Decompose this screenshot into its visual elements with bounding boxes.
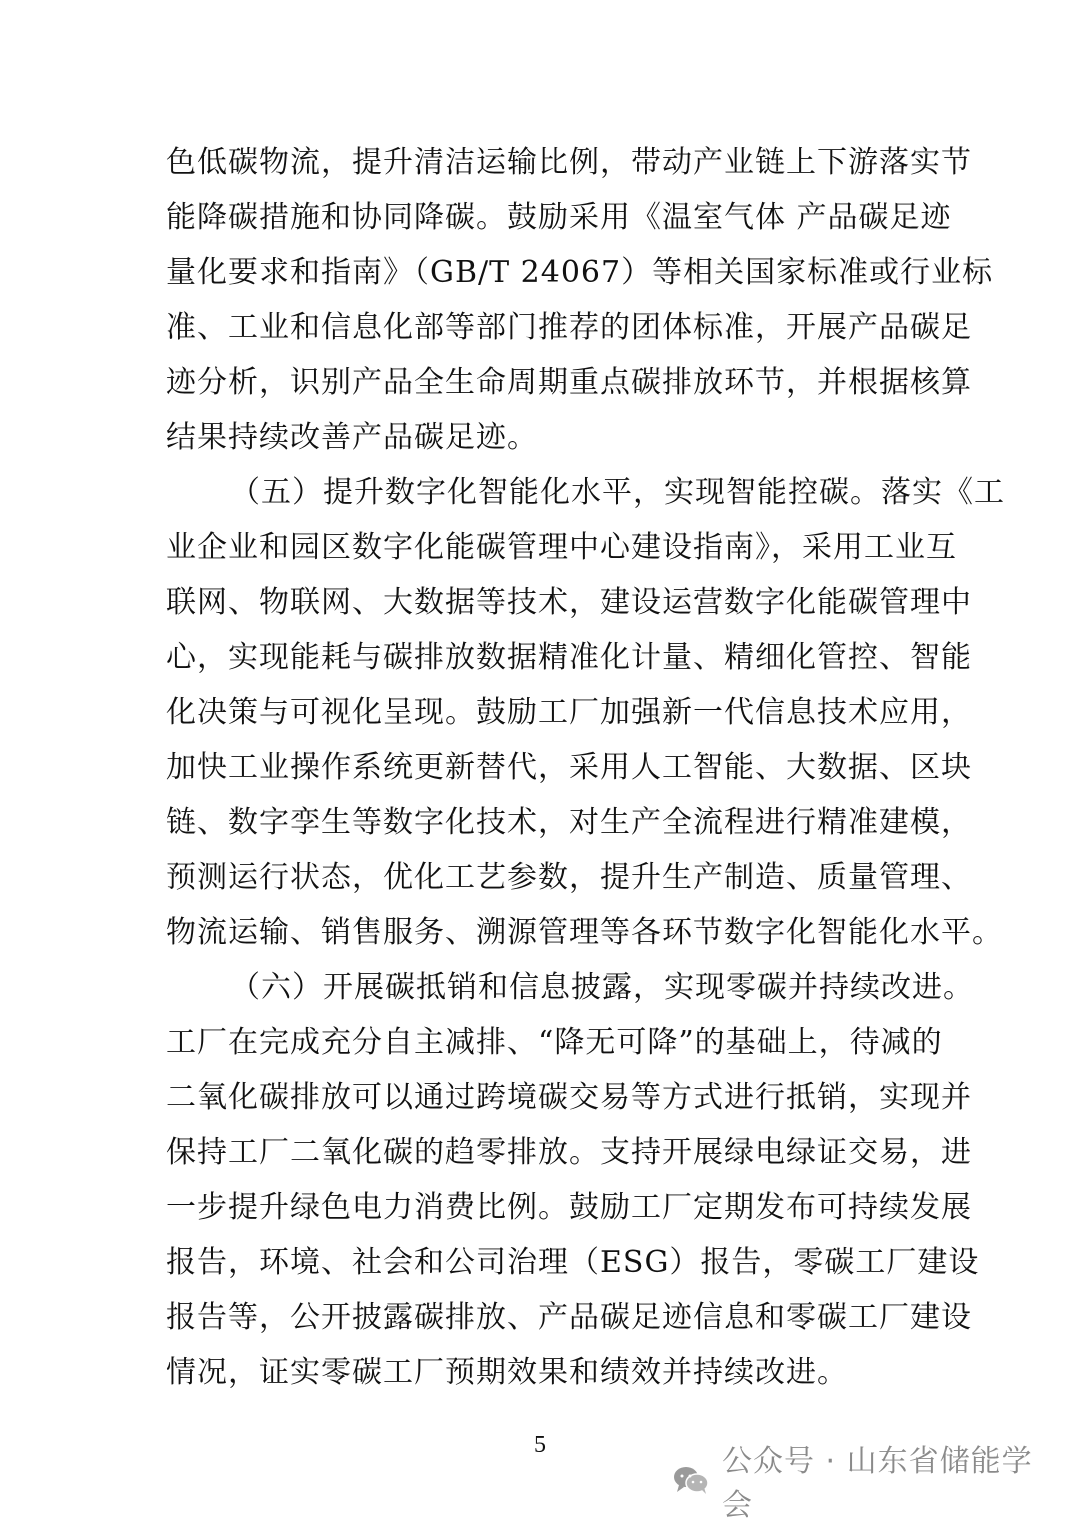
body-text-line: 心，实现能耗与碳排放数据精准化计量、精细化管控、智能 (166, 640, 972, 675)
page-number: 5 (534, 1432, 546, 1458)
body-text-line: 色低碳物流，提升清洁运输比例，带动产业链上下游落实节 (166, 145, 972, 180)
body-text-line: 联网、物联网、大数据等技术，建设运营数字化能碳管理中 (166, 585, 972, 620)
body-text-line: 物流运输、销售服务、溯源管理等各环节数字化智能化水平。 (166, 915, 1003, 950)
body-text-line: 预测运行状态，优化工艺参数，提升生产制造、质量管理、 (166, 860, 972, 895)
source-watermark (672, 1444, 1062, 1523)
body-text-line: 结果持续改善产品碳足迹。 (166, 420, 538, 455)
body-text-line: 报告，环境、社会和公司治理（ESG）报告，零碳工厂建设 (166, 1245, 980, 1280)
body-text-line: 链、数字孪生等数字化技术，对生产全流程进行精准建模， (166, 805, 972, 840)
body-text-line: 情况，证实零碳工厂预期效果和绩效并持续改进。 (166, 1355, 848, 1390)
body-text-line: 化决策与可视化呈现。鼓励工厂加强新一代信息技术应用， (166, 695, 972, 730)
wechat-icon (672, 1465, 710, 1495)
body-text-line: 准、工业和信息化部等部门推荐的团体标准，开展产品碳足 (166, 310, 972, 345)
body-text-line: 迹分析，识别产品全生命周期重点碳排放环节，并根据核算 (166, 365, 972, 400)
body-text-line: 报告等，公开披露碳排放、产品碳足迹信息和零碳工厂建设 (166, 1300, 972, 1335)
section-heading-line: （六）开展碳抵销和信息披露，实现零碳并持续改进。 (230, 970, 974, 1005)
body-text-line: 一步提升绿色电力消费比例。鼓励工厂定期发布可持续发展 (166, 1190, 972, 1225)
watermark-text: 公众号 · 山东省储能学会 (722, 1444, 1033, 1523)
body-text-line: 二氧化碳排放可以通过跨境碳交易等方式进行抵销，实现并 (166, 1080, 972, 1115)
body-text-line: 加快工业操作系统更新替代，采用人工智能、大数据、区块 (166, 750, 972, 785)
section-heading-line: （五）提升数字化智能化水平，实现智能控碳。落实《工 (230, 475, 1005, 510)
body-text-line: 能降碳措施和协同降碳。鼓励采用《温室气体 产品碳足迹 (166, 200, 952, 235)
body-text-line: 保持工厂二氧化碳的趋零排放。支持开展绿电绿证交易，进 (166, 1135, 972, 1170)
body-text-line: 量化要求和指南》（GB/T 24067）等相关国家标准或行业标 (166, 255, 994, 290)
body-text-line: 工厂在完成充分自主减排、“降无可降”的基础上，待减的 (166, 1025, 943, 1060)
body-text-line: 业企业和园区数字化能碳管理中心建设指南》，采用工业互 (166, 530, 957, 565)
